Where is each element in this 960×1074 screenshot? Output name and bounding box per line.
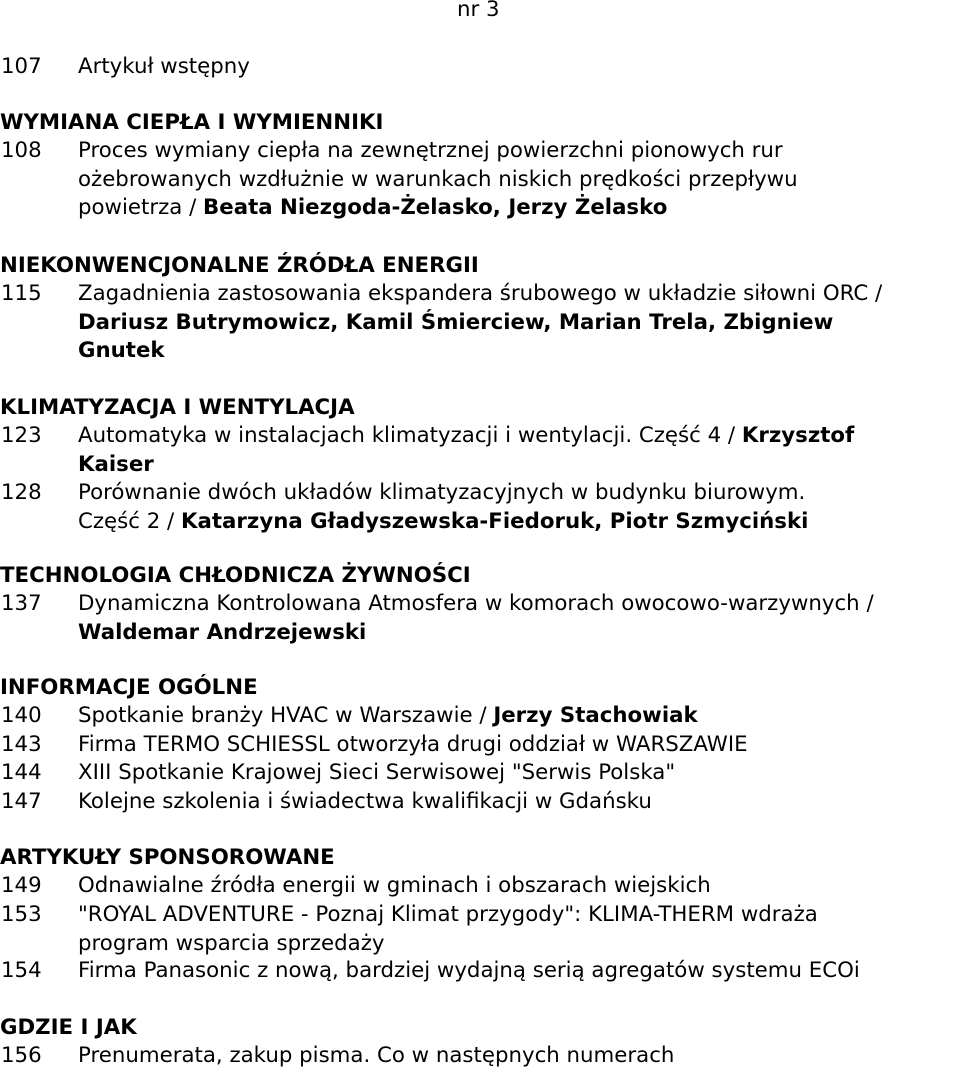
toc-entry	[0, 422, 960, 479]
page-number: 137	[1, 591, 42, 616]
entry-line	[78, 590, 874, 619]
entry-line	[78, 930, 818, 959]
entry-title: XIII Spotkanie Krajowej Sieci Serwisowej "Serwis Polska"	[78, 760, 676, 785]
toc-entry	[0, 702, 960, 731]
toc-entry	[0, 137, 960, 223]
entry-text	[78, 422, 854, 479]
entry-author: Jerzy Stachowiak	[493, 703, 698, 728]
toc-entry	[0, 957, 960, 986]
toc-entry	[0, 872, 960, 901]
entry-author: Katarzyna Gładyszewska-Fiedoruk, Piotr Szmyciński	[181, 508, 809, 534]
toc-entry	[0, 280, 960, 366]
entry-author: Krzysztof	[741, 423, 855, 448]
page-number: 144	[1, 760, 42, 785]
entry-title: Porównanie dwóch układów klimatyzacyjnych w budynku biurowym.	[78, 480, 806, 505]
entry-title: Zagadnienia zastosowania ekspandera śrubowego w układzie siłowni ORC /	[78, 281, 883, 306]
entry-title: Firma Panasonic z nową, bardziej wydajną serią agregatów systemu ECOi	[78, 958, 860, 983]
entry-text	[78, 731, 748, 760]
entry-title: Proces wymiany ciepła na zewnętrznej powierzchni pionowych rur	[78, 138, 783, 163]
entry-title: Spotkanie branży HVAC w Warszawie /	[78, 703, 494, 728]
issue-number: nr 3	[457, 0, 500, 22]
entry-line	[78, 309, 882, 338]
entry-author: Kaiser	[78, 451, 154, 477]
toc-entry	[0, 53, 960, 82]
entry-line	[78, 702, 698, 731]
entry-text	[78, 901, 818, 958]
section-heading: NIEKONWENCJONALNE ŹRÓDŁA ENERGII	[0, 253, 479, 278]
entry-title: Dynamiczna Kontrolowana Atmosfera w komorach owocowo-warzywnych /	[78, 591, 874, 616]
entry-author: Beata Niezgoda-Żelasko, Jerzy Żelasko	[203, 195, 668, 221]
entry-text	[78, 872, 711, 901]
section-heading: TECHNOLOGIA CHŁODNICZA ŻYWNOŚCI	[0, 563, 471, 588]
entry-text	[78, 788, 652, 817]
entry-author: Gnutek	[78, 338, 165, 364]
toc-entry	[0, 731, 960, 760]
entry-line	[78, 451, 854, 480]
entry-line	[78, 788, 652, 817]
entry-title: program wsparcia sprzedaży	[78, 930, 385, 956]
entry-title: "ROYAL ADVENTURE - Poznaj Klimat przygody": KLIMA-THERM wdraża	[78, 902, 818, 927]
entry-text	[78, 479, 808, 536]
entry-line	[78, 731, 748, 760]
entry-line	[78, 479, 808, 508]
entry-title: ożebrowanych wzdłużnie w warunkach niskich prędkości przepływu	[78, 166, 798, 192]
page-number: 154	[1, 958, 42, 983]
page-number: 153	[1, 902, 42, 927]
section-heading: KLIMATYZACJA I WENTYLACJA	[0, 395, 355, 420]
page-number: 143	[1, 732, 42, 757]
entry-title: Artykuł wstępny	[78, 54, 250, 79]
entry-line	[78, 901, 818, 930]
entry-line	[78, 194, 798, 223]
entry-line	[78, 422, 854, 451]
entry-title: Część 2 /	[78, 508, 181, 534]
entry-author: Waldemar Andrzejewski	[78, 619, 367, 645]
entry-text	[78, 280, 882, 366]
section-heading: ARTYKUŁY SPONSOROWANE	[0, 845, 335, 870]
entry-text	[78, 53, 250, 82]
entry-text	[78, 702, 698, 731]
entry-title: Odnawialne źródła energii w gminach i obszarach wiejskich	[78, 873, 711, 898]
entry-title: Automatyka w instalacjach klimatyzacji i wentylacji. Część 4 /	[78, 423, 742, 448]
page-number: 107	[1, 54, 42, 79]
entry-line	[78, 53, 250, 82]
toc-entry	[0, 1042, 960, 1071]
entry-text	[78, 759, 675, 788]
entry-line	[78, 166, 798, 195]
toc-entry	[0, 759, 960, 788]
entry-line	[78, 759, 675, 788]
entry-line	[78, 619, 874, 648]
entry-text	[78, 1042, 674, 1071]
page-number: 149	[1, 873, 42, 898]
section-heading: INFORMACJE OGÓLNE	[0, 675, 258, 700]
page-number: 115	[1, 281, 42, 306]
entry-line	[78, 508, 808, 537]
entry-line	[78, 337, 882, 366]
entry-title: Kolejne szkolenia i świadectwa kwalifikacji w Gdańsku	[78, 789, 652, 814]
page-number: 140	[1, 703, 42, 728]
toc-entry	[0, 590, 960, 647]
entry-line	[78, 1042, 674, 1071]
page-number: 128	[1, 480, 42, 505]
entry-title: powietrza /	[78, 195, 204, 221]
page-number: 108	[1, 138, 42, 163]
entry-title: Firma TERMO SCHIESSL otworzyła drugi oddział w WARSZAWIE	[78, 732, 748, 757]
entry-text	[78, 137, 798, 223]
entry-line	[78, 137, 798, 166]
section-heading: GDZIE I JAK	[0, 1015, 137, 1040]
entry-line	[78, 957, 860, 986]
toc-entry	[0, 901, 960, 958]
entry-line	[78, 280, 882, 309]
entry-title: Prenumerata, zakup pisma. Co w następnych numerach	[78, 1043, 675, 1068]
entry-author: Dariusz Butrymowicz, Kamil Śmierciew, Marian Trela, Zbigniew	[78, 309, 834, 335]
entry-text	[78, 590, 874, 647]
entry-text	[78, 957, 860, 986]
toc-entry	[0, 788, 960, 817]
page-number: 123	[1, 423, 42, 448]
entry-line	[78, 872, 711, 901]
section-heading: WYMIANA CIEPŁA I WYMIENNIKI	[0, 110, 384, 135]
page-number: 147	[1, 789, 42, 814]
toc-entry	[0, 479, 960, 536]
page-number: 156	[1, 1043, 42, 1068]
